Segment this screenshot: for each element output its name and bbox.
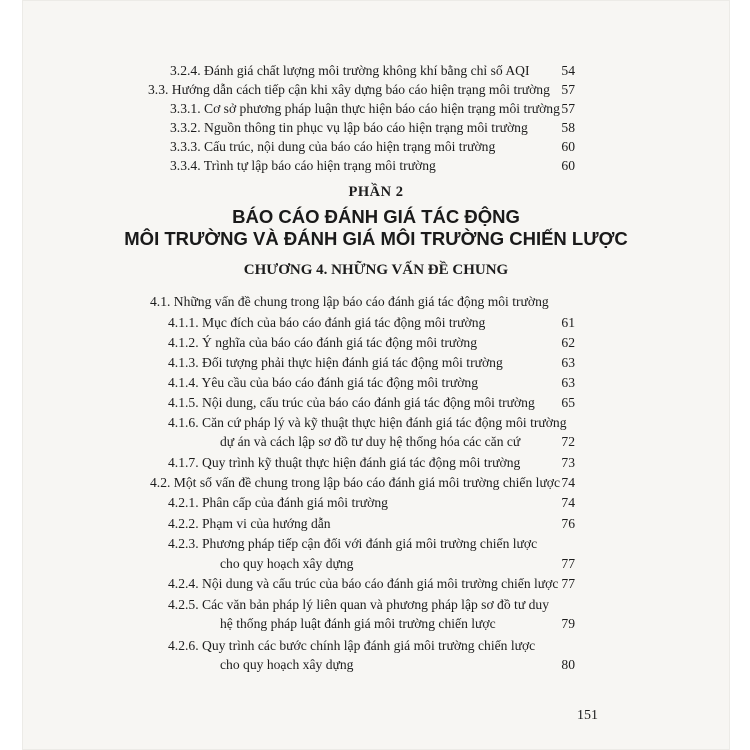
toc-number: 4.2.2. (168, 516, 199, 531)
toc-title: Phương pháp tiếp cận đối với đánh giá môi trường chiến lược (202, 536, 538, 551)
toc-page: 61 (561, 315, 575, 330)
toc-title: Nguồn thông tin phục vụ lập báo cáo hiện trạng môi trường (204, 120, 528, 135)
toc-title: Nội dung, cấu trúc của báo cáo đánh giá tác động môi trường (202, 395, 535, 410)
toc-entry[interactable] (22, 534, 730, 554)
toc-entry[interactable] (22, 118, 730, 138)
toc-entry[interactable] (22, 473, 730, 493)
toc-page: 63 (561, 375, 575, 390)
toc-title: Quy trình các bước chính lập đánh giá môi trường chiến lược (202, 638, 536, 653)
toc-entry-continuation[interactable] (22, 614, 730, 634)
toc-page: 58 (561, 120, 575, 135)
part-label: PHẦN 2 (348, 184, 404, 200)
toc-number: 3.3.3. (170, 139, 201, 154)
part-title-line-1: BÁO CÁO ĐÁNH GIÁ TÁC ĐỘNG (232, 206, 520, 227)
toc-entry[interactable] (22, 333, 730, 353)
toc-page: 74 (561, 495, 575, 510)
toc-entry[interactable] (22, 373, 730, 393)
toc-number: 4.1.2. (168, 335, 199, 350)
toc-entry[interactable] (22, 156, 730, 176)
toc-title: Ý nghĩa của báo cáo đánh giá tác động môi trường (202, 335, 478, 350)
toc-entry[interactable] (22, 413, 730, 433)
toc-title: Đánh giá chất lượng môi trường không khí bằng chỉ số AQI (204, 63, 530, 78)
toc-number: 3.3. (148, 82, 169, 97)
toc-number: 4.1.7. (168, 455, 199, 470)
toc-title: cho quy hoạch xây dựng (220, 657, 354, 672)
toc-number: 3.3.2. (170, 120, 201, 135)
toc-entry[interactable] (22, 493, 730, 513)
toc-title: dự án và cách lập sơ đồ tư duy hệ thống hóa các căn cứ (220, 434, 521, 449)
toc-page: 57 (561, 82, 575, 97)
toc-number: 4.2.4. (168, 576, 199, 591)
toc-title: Các văn bản pháp lý liên quan và phương pháp lập sơ đồ tư duy (202, 597, 549, 612)
toc-page: 79 (561, 616, 575, 631)
toc-title: hệ thống pháp luật đánh giá môi trường chiến lược (220, 616, 496, 631)
toc-number: 4.1.6. (168, 415, 199, 430)
toc-page: 60 (561, 139, 575, 154)
toc-entry[interactable] (22, 80, 730, 100)
toc-number: 4.2. (150, 475, 171, 490)
toc-entry[interactable] (22, 137, 730, 157)
toc-title: Nội dung và cấu trúc của báo cáo đánh giá môi trường chiến lược (202, 576, 559, 591)
toc-title: Căn cứ pháp lý và kỹ thuật thực hiện đánh giá tác động môi trường (202, 415, 567, 430)
toc-page: 60 (561, 158, 575, 173)
toc-title: Những vấn đề chung trong lập báo cáo đánh giá tác động môi trường (173, 294, 549, 309)
toc-title: Phạm vi của hướng dẫn (202, 516, 331, 531)
toc-entry[interactable] (22, 636, 730, 656)
toc-entry[interactable] (22, 61, 730, 81)
toc-title: cho quy hoạch xây dựng (220, 556, 354, 571)
toc-entry[interactable] (22, 595, 730, 615)
toc-page: 80 (561, 657, 575, 672)
toc-page: 54 (561, 63, 575, 78)
toc-number: 4.1. (150, 294, 171, 309)
toc-title: Cơ sở phương pháp luận thực hiện báo cáo hiện trạng môi trường (204, 101, 560, 116)
toc-number: 4.2.1. (168, 495, 199, 510)
toc-entry-continuation[interactable] (22, 432, 730, 452)
toc-page: 57 (561, 101, 575, 116)
toc-entry[interactable] (22, 574, 730, 594)
toc-number: 3.2.4. (170, 63, 201, 78)
toc-entry[interactable] (22, 393, 730, 413)
toc-entry[interactable] (22, 99, 730, 119)
toc-number: 4.2.3. (168, 536, 199, 551)
toc-page: 72 (561, 434, 575, 449)
toc-number: 4.1.5. (168, 395, 199, 410)
toc-entry-continuation[interactable] (22, 554, 730, 574)
toc-page: 77 (561, 556, 575, 571)
toc-page: 63 (561, 355, 575, 370)
toc-entry[interactable] (22, 292, 730, 312)
toc-number: 3.3.1. (170, 101, 201, 116)
toc-title: Yêu cầu của báo cáo đánh giá tác động môi trường (201, 375, 479, 390)
toc-page: 76 (561, 516, 575, 531)
toc-title: Hướng dẫn cách tiếp cận khi xây dựng báo cáo hiện trạng môi trường (171, 82, 550, 97)
toc-title: Một số vấn đề chung trong lập báo cáo đánh giá môi trường chiến lược (173, 475, 561, 490)
part-title-line-2: MÔI TRƯỜNG VÀ ĐÁNH GIÁ MÔI TRƯỜNG CHIẾN LƯỢC (124, 228, 628, 249)
toc-entry[interactable] (22, 353, 730, 373)
page-number: 151 (577, 708, 598, 723)
toc-title: Phân cấp của đánh giá môi trường (202, 495, 388, 510)
toc-title: Trình tự lập báo cáo hiện trạng môi trường (203, 158, 436, 173)
toc-number: 4.2.6. (168, 638, 199, 653)
toc-number: 3.3.4. (170, 158, 201, 173)
toc-title: Đối tượng phải thực hiện đánh giá tác động môi trường (202, 355, 503, 370)
toc-number: 4.1.1. (168, 315, 199, 330)
toc-entry[interactable] (22, 313, 730, 333)
toc-title: Quy trình kỹ thuật thực hiện đánh giá tác động môi trường (202, 455, 521, 470)
chapter-heading: CHƯƠNG 4. NHỮNG VẤN ĐỀ CHUNG (243, 262, 509, 278)
toc-number: 4.2.5. (168, 597, 199, 612)
toc-entry[interactable] (22, 514, 730, 534)
toc-number: 4.1.4. (168, 375, 199, 390)
book-page (22, 0, 730, 750)
toc-page: 65 (561, 395, 575, 410)
toc-page: 62 (561, 335, 575, 350)
toc-title: Mục đích của báo cáo đánh giá tác động môi trường (202, 315, 486, 330)
toc-page: 74 (561, 475, 575, 490)
toc-entry[interactable] (22, 453, 730, 473)
toc-title: Cấu trúc, nội dung của báo cáo hiện trạng môi trường (204, 139, 496, 154)
toc-number: 4.1.3. (168, 355, 199, 370)
toc-entry-continuation[interactable] (22, 655, 730, 675)
toc-page: 77 (561, 576, 575, 591)
toc-page: 73 (561, 455, 575, 470)
